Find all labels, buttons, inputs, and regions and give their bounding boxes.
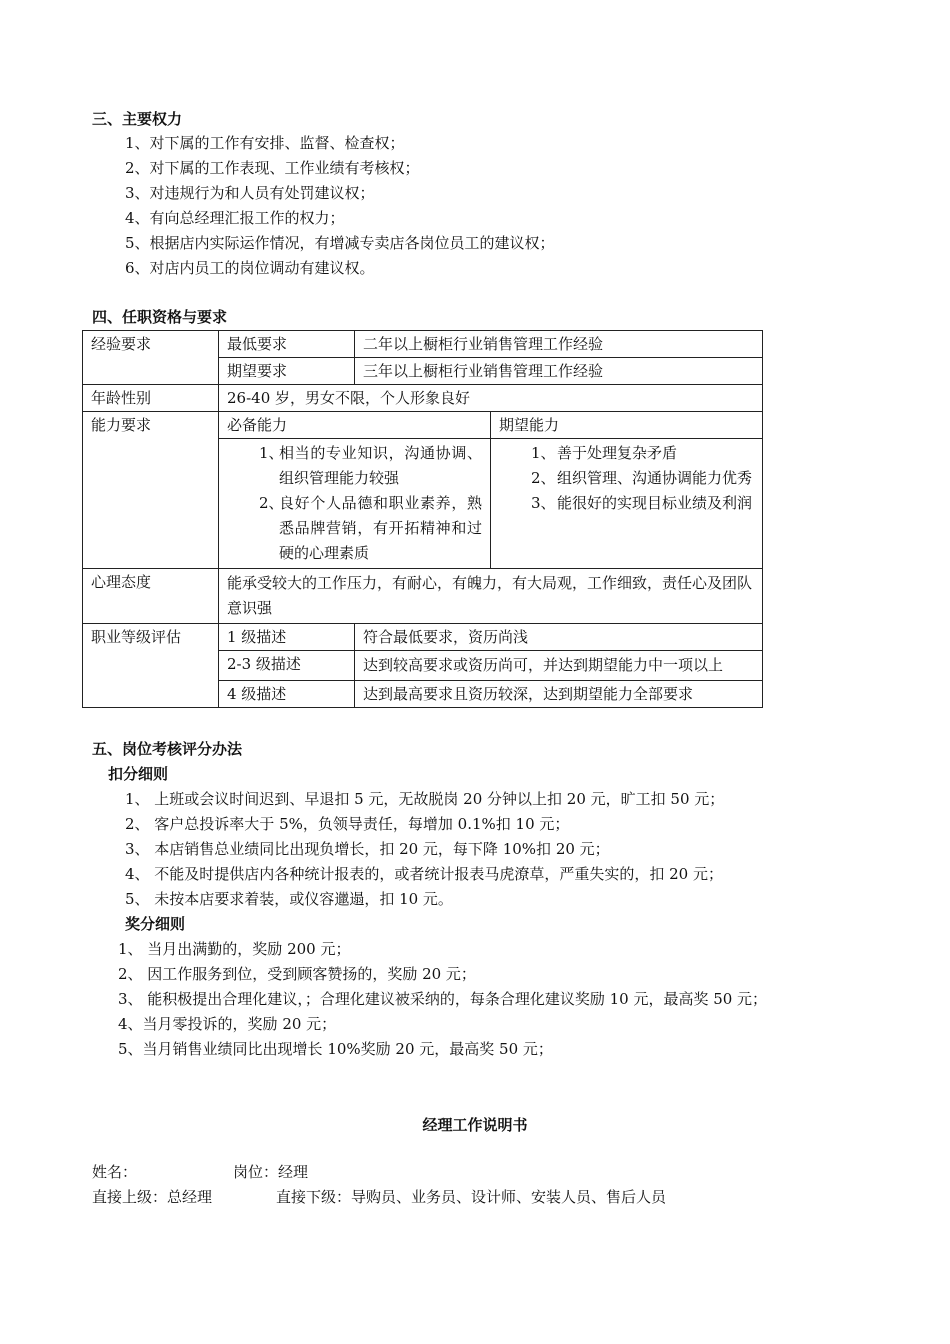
reward-item: 3、 能积极提出合理化建议，；合理化建议被采纳的，每条合理化建议奖励 10 元，最高奖 50 元； [118, 990, 768, 1008]
list-text: 善于处理复杂矛盾 [557, 444, 678, 462]
section3-item: 3、对违规行为和人员有处罚建议权； [125, 184, 375, 202]
list-item [227, 491, 482, 566]
attitude-label: 心理态度 [83, 569, 219, 624]
grade-desc: 达到最高要求且资历较深，达到期望能力全部要求 [355, 681, 763, 708]
list-number: 1、 [259, 444, 284, 462]
section3-item: 2、对下属的工作表现、工作业绩有考核权； [125, 159, 420, 177]
list-text: 相当的专业知识，沟通协调、组织管理能力较强 [279, 444, 482, 487]
grade-desc: 达到较高要求或资历尚可，并达到期望能力中一项以上 [355, 651, 763, 681]
grade-label: 职业等级评估 [83, 624, 219, 708]
superior-label: 直接上级：总经理 [92, 1188, 213, 1206]
table-row [83, 569, 763, 624]
list-item [499, 466, 754, 491]
age-label: 年龄性别 [83, 385, 219, 412]
reward-heading: 奖分细则 [125, 915, 186, 933]
experience-label: 经验要求 [83, 331, 219, 385]
qualification-table [82, 330, 763, 708]
section5-heading: 五、岗位考核评分办法 [92, 740, 243, 758]
table-row [83, 624, 763, 651]
required-ability-cell [219, 439, 491, 569]
expected-requirement-label: 期望要求 [219, 358, 355, 385]
expected-requirement-value: 三年以上橱柜行业销售管理工作经验 [355, 358, 763, 385]
section3-heading: 三、主要权力 [92, 110, 183, 128]
list-item [499, 441, 754, 466]
list-number: 1、 [531, 444, 556, 462]
section3-item: 5、根据店内实际运作情况，有增减专卖店各岗位员工的建议权； [125, 234, 555, 252]
required-ability-header: 必备能力 [219, 412, 491, 439]
list-number: 3、 [531, 494, 556, 512]
expected-ability-header: 期望能力 [491, 412, 763, 439]
expected-ability-cell [491, 439, 763, 569]
subordinate-label: 直接下级：导购员、业务员、设计师、安装人员、售后人员 [276, 1188, 667, 1206]
deduct-item: 3、 本店销售总业绩同比出现负增长，扣 20 元，每下降 10%扣 20 元； [125, 840, 610, 858]
list-item [499, 491, 754, 516]
min-requirement-label: 最低要求 [219, 331, 355, 358]
min-requirement-value: 二年以上橱柜行业销售管理工作经验 [355, 331, 763, 358]
grade-level: 1 级描述 [219, 624, 355, 651]
post-label: 岗位：经理 [233, 1163, 309, 1181]
grade-desc: 符合最低要求，资历尚浅 [355, 624, 763, 651]
deduct-item: 2、 客户总投诉率大于 5%，负领导责任，每增加 0.1%扣 10 元； [125, 815, 570, 833]
deduct-item: 1、 上班或会议时间迟到、早退扣 5 元，无故脱岗 20 分钟以上扣 20 元，旷工扣 50 元； [125, 790, 725, 808]
table-row [83, 412, 763, 439]
deduct-item: 5、 未按本店要求着装，或仪容邋遢，扣 10 元。 [125, 890, 453, 908]
list-number: 2、 [531, 469, 556, 487]
reward-item: 2、 因工作服务到位，受到顾客赞扬的，奖励 20 元； [118, 965, 476, 983]
list-text: 良好个人品德和职业素养，熟悉品牌营销，有开拓精神和过硬的心理素质 [279, 494, 482, 562]
grade-level: 2-3 级描述 [219, 651, 355, 681]
expected-ability-list [499, 441, 754, 516]
section3-item: 1、对下属的工作有安排、监督、检查权； [125, 134, 405, 152]
list-text: 组织管理、沟通协调能力优秀 [557, 469, 753, 487]
deduct-heading: 扣分细则 [108, 765, 169, 783]
required-ability-list [227, 441, 482, 566]
ability-label: 能力要求 [83, 412, 219, 569]
doc-title: 经理工作说明书 [422, 1116, 528, 1134]
section4-heading: 四、任职资格与要求 [92, 308, 228, 326]
reward-item: 4、当月零投诉的，奖励 20 元； [118, 1015, 337, 1033]
grade-level: 4 级描述 [219, 681, 355, 708]
section3-item: 6、对店内员工的岗位调动有建议权。 [125, 259, 375, 277]
age-value: 26-40 岁，男女不限，个人形象良好 [219, 385, 763, 412]
table-row [83, 331, 763, 358]
list-text: 能很好的实现目标业绩及利润 [557, 494, 753, 512]
reward-item: 1、 当月出满勤的，奖励 200 元； [118, 940, 351, 958]
section3-item: 4、有向总经理汇报工作的权力； [125, 209, 345, 227]
table-row [83, 385, 763, 412]
deduct-item: 4、 不能及时提供店内各种统计报表的，或者统计报表马虎潦草，严重失实的，扣 20 元； [125, 865, 723, 883]
name-label: 姓名： [92, 1163, 138, 1181]
attitude-value: 能承受较大的工作压力，有耐心，有魄力，有大局观，工作细致，责任心及团队意识强 [219, 569, 763, 624]
list-item [227, 441, 482, 491]
list-number: 2、 [259, 494, 284, 512]
reward-item: 5、当月销售业绩同比出现增长 10%奖励 20 元，最高奖 50 元； [118, 1040, 553, 1058]
